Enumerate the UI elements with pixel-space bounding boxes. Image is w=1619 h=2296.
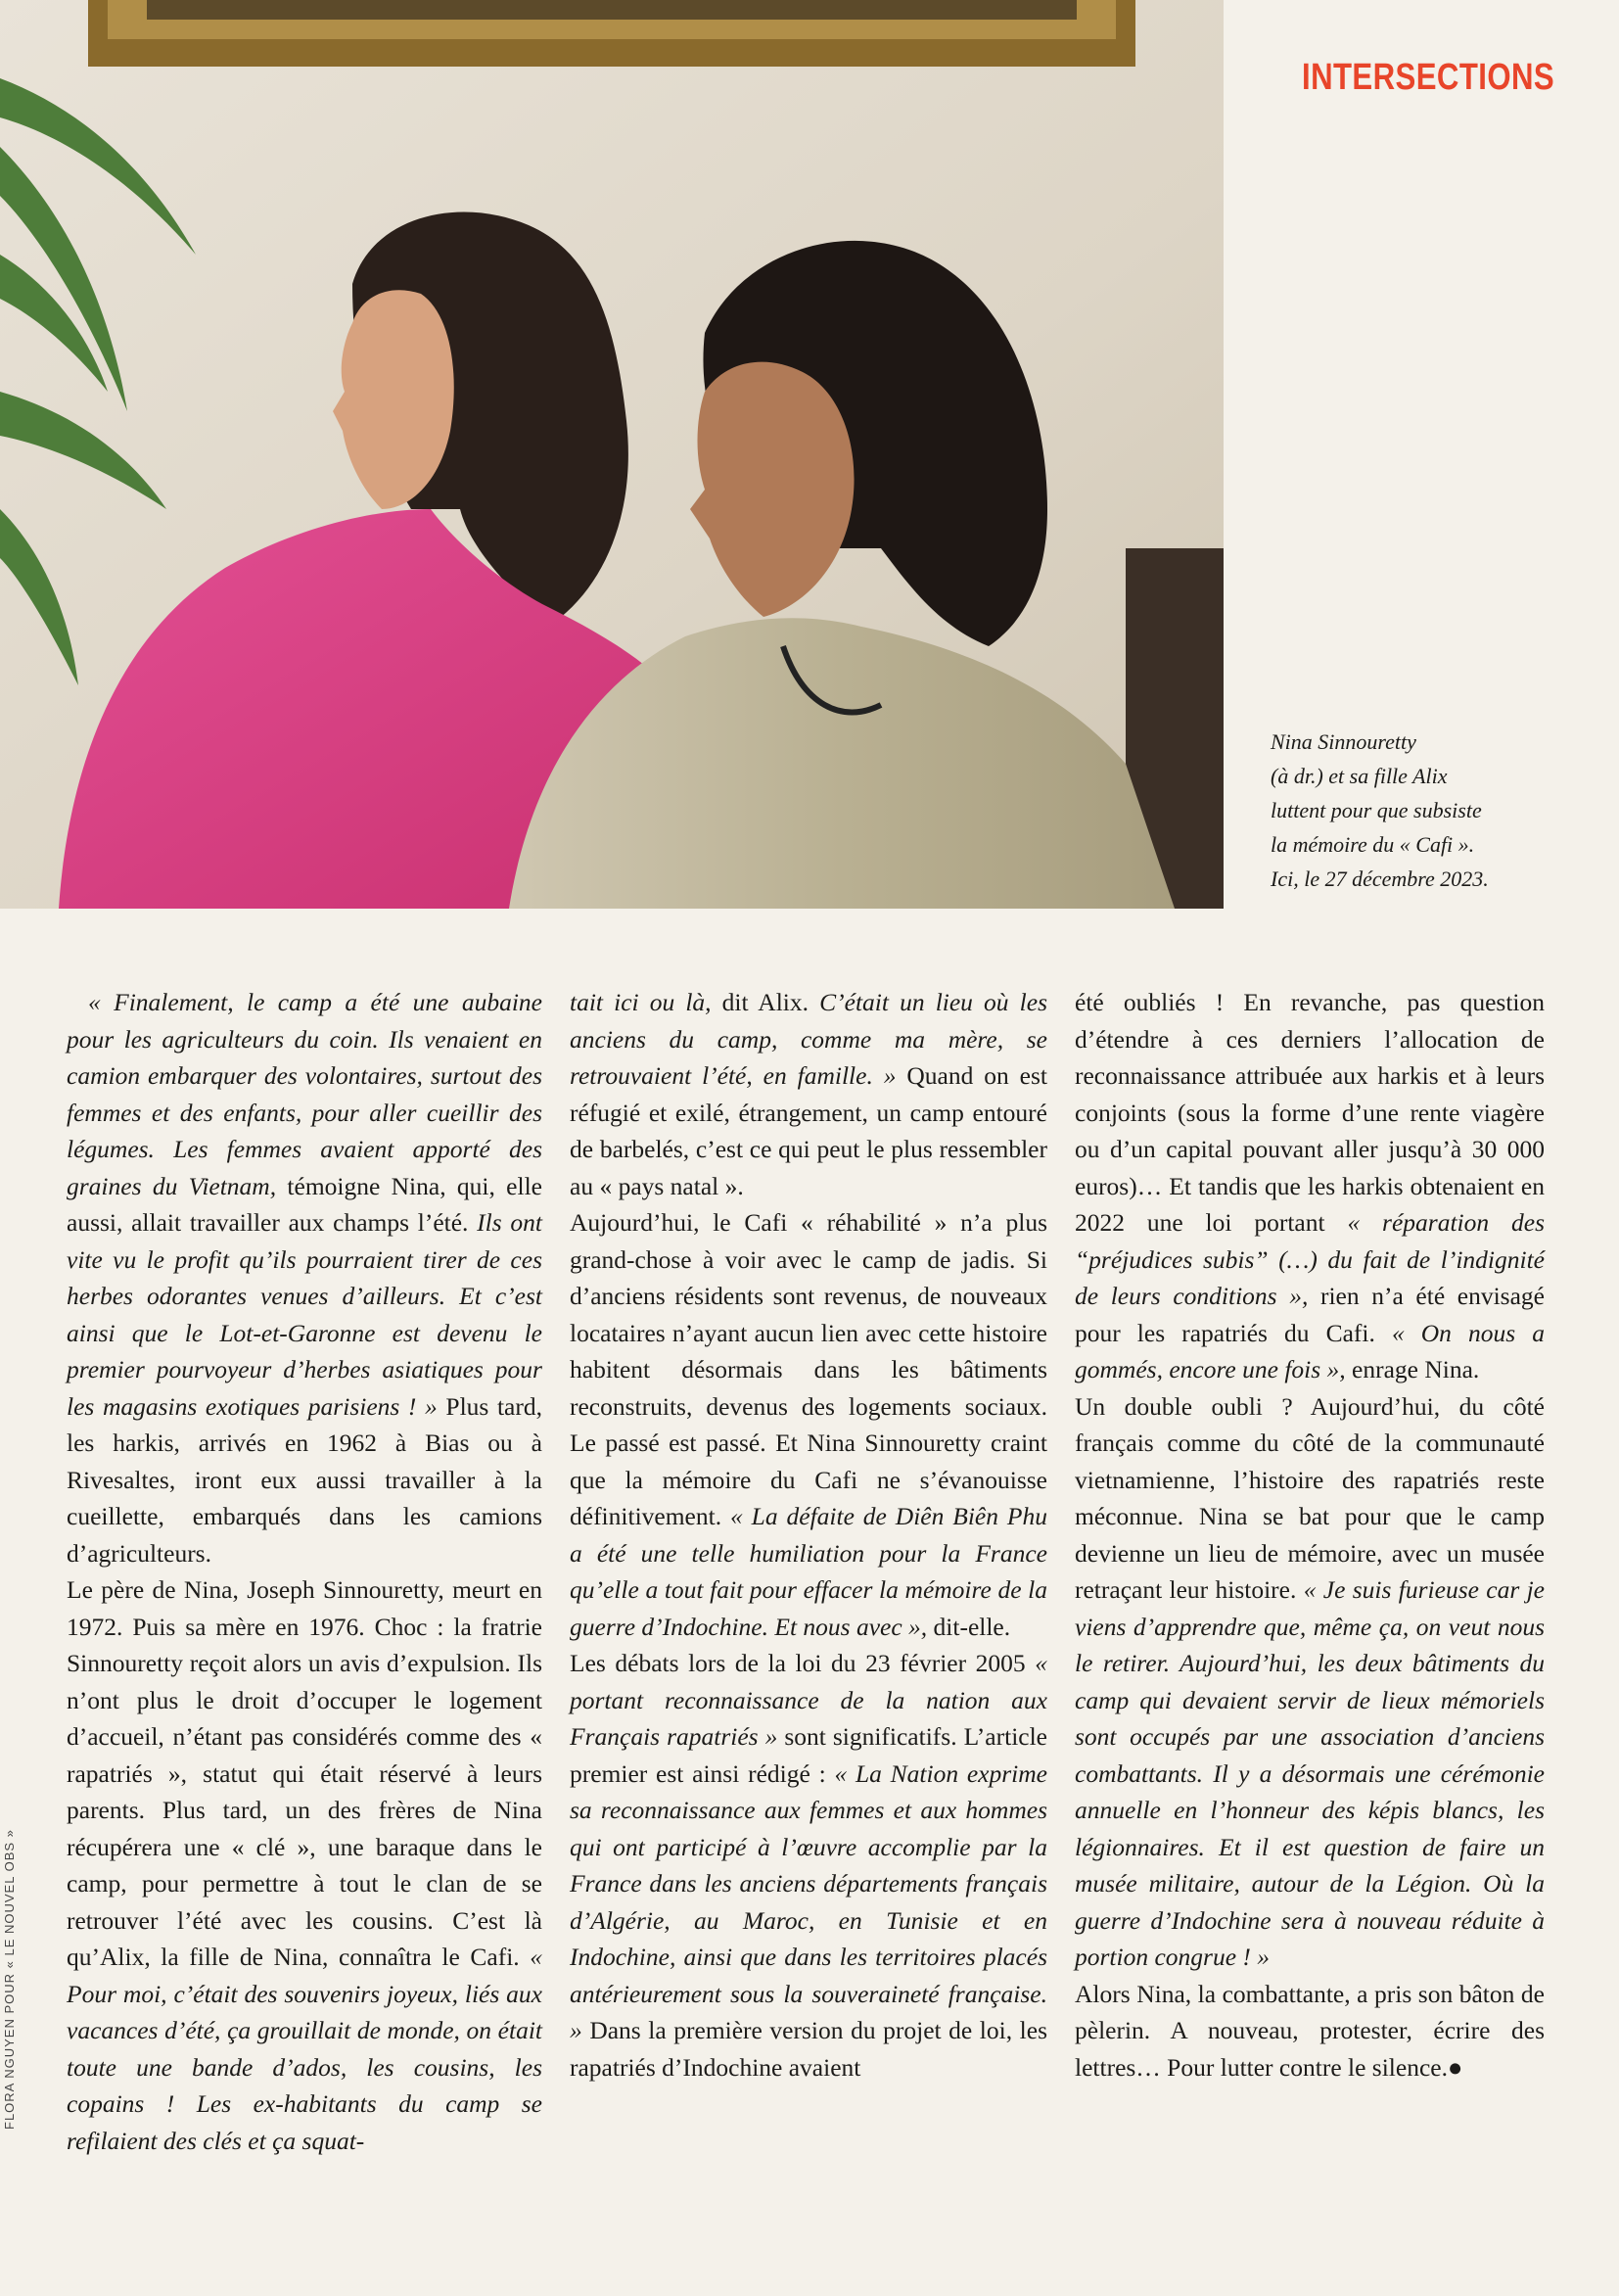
quote-text: « portant reconnaissance de la nation aux Français rapatriés » — [570, 1649, 1047, 1751]
paragraph — [1075, 1976, 1545, 2086]
paragraph — [570, 1645, 1047, 2085]
section-label: INTERSECTIONS — [1302, 57, 1555, 98]
quote-text: « Pour moi, c’était des souvenirs joyeux, liés aux vacances d’été, ça grouillait de monde, on était toute une bande d’ados, les cousins, les copains ! Les ex-habitants du camp se refilaient des clés et ça squat- — [67, 1943, 542, 2155]
body-text: Alors Nina, la combattante, a pris son bâton de pèlerin. A nouveau, protester, écrire des lettres… Pour lutter contre le silence. — [1075, 1979, 1545, 2082]
end-of-article-mark: ● — [1447, 2052, 1463, 2082]
paragraph — [1075, 1388, 1545, 1976]
body-text: rien n’a été envisagé pour les rapatriés du Cafi. — [1075, 1282, 1545, 1347]
quote-text: « La Nation exprime sa reconnaissance aux femmes et aux hommes qui ont participé à l’œuvre accomplie par la France dans les anciens départements français d’Algérie, au Maroc, en Tunisie et en Indochine, ainsi que dans les territoires placés antérieurement sous la souveraineté française. » — [570, 1758, 1047, 2044]
body-text: enrage Nina. — [1345, 1355, 1480, 1383]
quote-text: « Je suis furieuse car je viens d’apprendre que, même ça, on veut nous le retirer. Aujourd’hui, les deux bâtiments du camp qui devaient servir de lieux mémoriels sont occupés par une association d’anciens combattants. Il y a désormais une cérémonie annuelle en l’honneur des képis blancs, les légionnaires. Et il est question de faire un musée militaire, autour de la Légion. Où la guerre d’Indochine sera à nouveau réduite à portion congrue ! » — [1075, 1575, 1545, 1971]
paragraph — [570, 1204, 1047, 1645]
caption-line: luttent pour que subsiste — [1271, 798, 1482, 822]
body-text: Les débats lors de la loi du 23 février 2005 — [570, 1649, 1036, 1677]
body-text: Un double oubli ? Aujourd’hui, du côté français comme du côté de la communauté vietnamienne, l’histoire des rapatriés reste méconnue. Nina se bat pour que le camp devienne un lieu de mémoire, avec un musée retraçant leur histoire. — [1075, 1391, 1545, 1604]
quote-text: « Finalement, le camp a été une aubaine pour les agriculteurs du coin. Ils venaient en camion embarquer des volontaires, surtout des femmes et des enfants, pour aller cueillir des légumes. Les femmes avaient apporté des graines du Vietnam, — [67, 988, 542, 1200]
quote-text: Ils ont vite vu le profit qu’ils pourraient tirer de ces herbes odorantes venues d’ailleurs. Et c’est ainsi que le Lot-et-Garonne est devenu le premier pourvoyeur d’herbes asiatiques pour les magasins exotiques parisiens ! » — [67, 1208, 542, 1421]
quote-text: « On nous a gommés, encore une fois », — [1075, 1318, 1545, 1383]
caption-line: la mémoire du « Cafi ». — [1271, 832, 1475, 857]
paragraph — [570, 984, 1047, 1204]
caption-line: (à dr.) et sa fille Alix — [1271, 764, 1448, 788]
quote-text: « réparation des “préjudices subis” (…) du fait de l’indignité de leurs conditions », — [1075, 1208, 1545, 1310]
body-text: dit-elle. — [927, 1612, 1011, 1641]
paragraph — [67, 984, 542, 1571]
body-text: dit Alix. — [711, 988, 820, 1016]
caption-line: Ici, le 27 décembre 2023. — [1271, 867, 1489, 891]
body-text: Plus tard, les harkis, arrivés en 1962 à Bias ou à Rivesaltes, iront eux aussi travailler à la cueillette, embarqués dans les camions d’agriculteurs. — [67, 1391, 542, 1568]
caption-line: Nina Sinnouretty — [1271, 729, 1416, 754]
quote-text: tait ici ou là, — [570, 988, 712, 1016]
article-column-1 — [67, 984, 542, 2159]
body-text: sont significatifs. L’article premier est ainsi rédigé : — [570, 1722, 1048, 1788]
photo-caption — [1271, 725, 1584, 896]
paragraph — [67, 1571, 542, 2159]
body-text: été oubliés ! En revanche, pas question d’étendre à ces derniers l’allocation de reconnaissance attribuée aux harkis et à leurs conjoints (sous la forme d’une rente viagère ou d’un capital pouvant aller jusqu’à 30 000 euros)… Et tandis que les harkis obtenaient en 2022 une loi portant — [1075, 988, 1545, 1237]
body-text: Le père de Nina, Joseph Sinnouretty, meurt en 1972. Puis sa mère en 1976. Choc : la fratrie Sinnouretty reçoit alors un avis d’expulsion. Ils n’ont plus le droit d’occuper le logement d’accueil, n’étant pas considérés comme des « rapatriés », statut qui était réservé à leurs parents. Plus tard, un des frères de Nina récupérera une « clé », une baraque dans le camp, pour permettre à tout le clan de se retrouver l’été avec les cousins. C’est là qu’Alix, la fille de Nina, connaîtra le Cafi. — [67, 1575, 542, 1971]
body-text: Dans la première version du projet de loi, les rapatriés d’Indochine avaient — [570, 2016, 1047, 2082]
body-text: Quand on est réfugié et exilé, étrangement, un camp entouré de barbelés, c’est ce qui peut le plus ressembler au « pays natal ». — [570, 1061, 1047, 1200]
quote-text: « La défaite de Diên Biên Phu a été une telle humiliation pour la France qu’elle a tout fait pour effacer la mémoire de la guerre d’Indochine. Et nous avec », — [570, 1502, 1047, 1641]
paragraph — [1075, 984, 1545, 1388]
photo-illustration — [0, 0, 1224, 909]
article-photo — [0, 0, 1224, 909]
article-column-3 — [1075, 984, 1545, 2085]
body-text: témoigne Nina, qui, elle aussi, allait travailler aux champs l’été. — [67, 1171, 542, 1237]
article-column-2 — [570, 984, 1047, 2085]
body-text: Aujourd’hui, le Cafi « réhabilité » n’a plus grand-chose à voir avec le camp de jadis. Si d’anciens résidents sont revenus, de nouveaux locataires n’ayant aucun lien avec cette histoire habitent désormais dans les bâtiments reconstruits, devenus des logements sociaux. Le passé est passé. Et Nina Sinnouretty craint que la mémoire du Cafi ne s’évanouisse définitivement. — [570, 1208, 1047, 1530]
quote-text: C’était un lieu où les anciens du camp, comme ma mère, se retrouvaient l’été, en famille. » — [570, 988, 1047, 1090]
photo-credit: FLORA NGUYEN POUR « LE NOUVEL OBS » — [2, 1829, 17, 2130]
